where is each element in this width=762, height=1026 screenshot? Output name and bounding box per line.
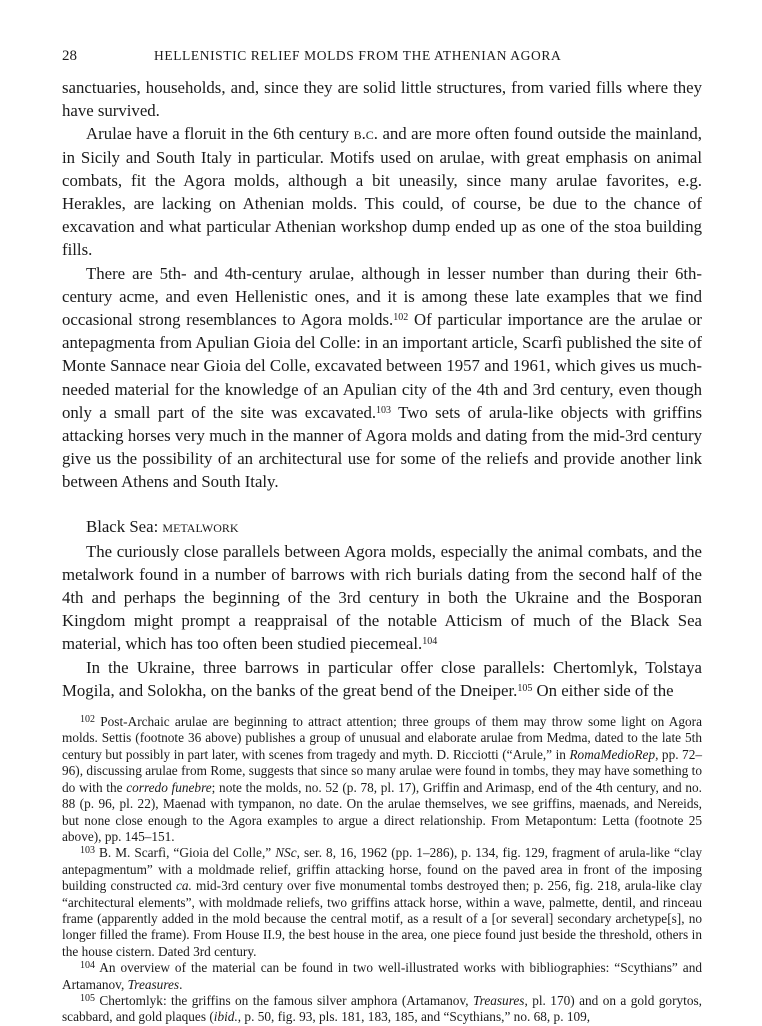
section-heading bbox=[62, 516, 702, 538]
footnote-105 bbox=[62, 993, 702, 1026]
footnote-text: mid-3rd century over five monumental tombs destroyed then; p. 256, fig. 218, arula-like clay “architectural elements”, with moldmade reliefs, two griffins attack horse, within a wave, palmette, dentil, and rinceau frame (apparently added in the mold because the central motif, as a result of a [or several] secondary archetype[s], no longer filled the frame). From House II.9, the best house in the area, one piece found just beside the threshold, others in the house cistern. Dated 3rd century. bbox=[62, 878, 702, 959]
paragraph-2-text-b: and are more often found outside the mainland, in Sicily and South Italy in particular. Motifs used on arulae, with great emphasis on animal combats, fit the Agora molds, although a bit uneasily, since many arulae favorites, e.g. Herakles, are lacking on Athenian molds. This could, of course, be due to the chance of excavation and what particular Athenian workshop dump ended up as one of the stoa building fills. bbox=[62, 124, 702, 260]
paragraph-1 bbox=[62, 76, 702, 122]
page bbox=[62, 48, 702, 1026]
paragraph-2-text-a: Arulae have a floruit in the 6th century bbox=[86, 124, 354, 144]
era-abbreviation: b.c. bbox=[353, 124, 378, 144]
footnote-number: 102 bbox=[80, 714, 95, 726]
footnote-text: , pp. 72–96), discussing arulae from Rome, suggests that since so many arulae were found in tombs, they may have something to do with the bbox=[62, 746, 702, 795]
footnote-number: 103 bbox=[80, 845, 95, 857]
paragraph-2 bbox=[62, 122, 702, 261]
footnote-text: Post-Archaic arulae are beginning to attract attention; three groups of them may throw some light on Agora molds. Settis (footnote 36 above) publishes a group of unusual and elaborate arulae from Medma, dated to the late 5th century but possibly in part later, with scenes from tragedy and myth. D. Ricciotti (“Arule,” in bbox=[62, 714, 702, 762]
footnote-text: ; note the molds, no. 52 (p. 78, pl. 17), Griffin and Arimasp, end of the 4th century, and no. 88 (p. 96, pl. 22), Maenad with tympanon, no date. On the arulae themselves, we see griffins, maenads, and Nereids, but none close enough to the Agora examples to argue a direct relationship. From Metapontum: Letta (footnote 25 above), pp. 145–151. bbox=[62, 779, 702, 844]
footnote-ref-104[interactable]: 104 bbox=[422, 636, 438, 648]
paragraph-5 bbox=[62, 656, 702, 702]
footnote-ref-105[interactable]: 105 bbox=[517, 682, 533, 694]
footnote-italic: NSc bbox=[275, 845, 297, 861]
footnote-italic: Treasures bbox=[127, 976, 180, 992]
paragraph-3-text-b: Of particular importance are the arulae or antepagmenta from Apulian Gioia del Colle: in an important article, Scarfì published the site of Monte Sannace near Gioia del Colle, excavated between 1957 and 1961, which gives us much-needed material for the knowledge of an Apulian city of the 4th and 3rd century, even though only a small part of the site was excavated. bbox=[62, 310, 702, 422]
footnote-italic: corredo funebre bbox=[126, 779, 212, 795]
footnote-ref-102[interactable]: 102 bbox=[393, 312, 409, 324]
footnote-text: An overview of the material can be found in two well-illustrated works with bibliographies: “Scythians” and Artamanov, bbox=[62, 960, 702, 992]
footnote-italic: ca. bbox=[175, 878, 192, 894]
footnote-text: , pl. 170) and on a gold gorytos, scabbard, and gold plaques ( bbox=[62, 992, 702, 1025]
section-heading-text-b: : metalwork bbox=[153, 516, 239, 536]
footnote-text: Chertomlyk: the griffins on the famous silver amphora (Artamanov, bbox=[95, 992, 473, 1008]
paragraph-4 bbox=[62, 540, 702, 656]
footnote-italic: RomaMedioRep bbox=[569, 746, 656, 762]
paragraph-5-text-a: In the Ukraine, three barrows in particular offer close parallels: Chertomlyk, Tolstaya Mogila, and Solokha, on the banks of the great bend of the Dneiper. bbox=[62, 657, 702, 700]
footnote-102 bbox=[62, 714, 702, 845]
footnote-italic: ibid. bbox=[213, 1009, 238, 1025]
footnote-number: 104 bbox=[80, 960, 95, 972]
paragraph-5-text-b: On either side of the bbox=[532, 680, 674, 700]
footnote-104 bbox=[62, 960, 702, 993]
body-text bbox=[62, 76, 702, 702]
footnote-ref-103[interactable]: 103 bbox=[376, 404, 392, 416]
section-heading-text-a: Black Sea bbox=[86, 516, 154, 536]
footnotes bbox=[62, 714, 702, 1026]
footnote-text: . bbox=[179, 976, 183, 992]
running-header bbox=[62, 48, 702, 76]
paragraph-3-text-a: There are 5th- and 4th-century arulae, although in lesser number than during their 6th-century acme, and even Hellenistic ones, and it is among these late examples that we find occasional strong resemblances to Agora molds. bbox=[62, 263, 702, 330]
footnote-text: , p. 50, fig. 93, pls. 181, 183, 185, and “Scythians,” no. 68, p. 109, bbox=[237, 1009, 591, 1025]
paragraph-1-text: sanctuaries, households, and, since they are solid little structures, from varied fills where they have survived. bbox=[62, 78, 702, 121]
footnote-number: 105 bbox=[80, 992, 95, 1004]
footnote-text: , ser. 8, 16, 1962 (pp. 1–286), p. 134, fig. 129, fragment of arula-like “clay antepagmentum” with a moldmade relief, griffin attacking horse, found on the paved area in front of the imposing building constructed bbox=[62, 845, 703, 894]
footnote-103 bbox=[62, 845, 702, 960]
page-number: 28 bbox=[62, 48, 77, 64]
running-title: HELLENISTIC RELIEF MOLDS FROM THE ATHENIAN AGORA bbox=[154, 48, 562, 63]
footnote-italic: Treasures bbox=[472, 992, 525, 1008]
paragraph-3 bbox=[62, 262, 702, 494]
footnote-text: B. M. Scarfì, “Gioia del Colle,” bbox=[95, 845, 276, 861]
paragraph-4-text: The curiously close parallels between Agora molds, especially the animal combats, and the metalwork found in a number of barrows with rich burials dating from the second half of the 4th and perhaps the beginning of the 3rd century in both the Ukraine and the Bosporan Kingdom might prompt a reappraisal of the notable Atticism of much of the Black Sea material, which has too often been studied piecemeal. bbox=[62, 541, 702, 654]
paragraph-3-text-c: Two sets of arula-like objects with griffins attacking horses very much in the manner of Agora molds and dating from the mid-3rd century give us the possibility of an architectural use for some of the reliefs and provide another link between Athens and South Italy. bbox=[62, 402, 702, 492]
